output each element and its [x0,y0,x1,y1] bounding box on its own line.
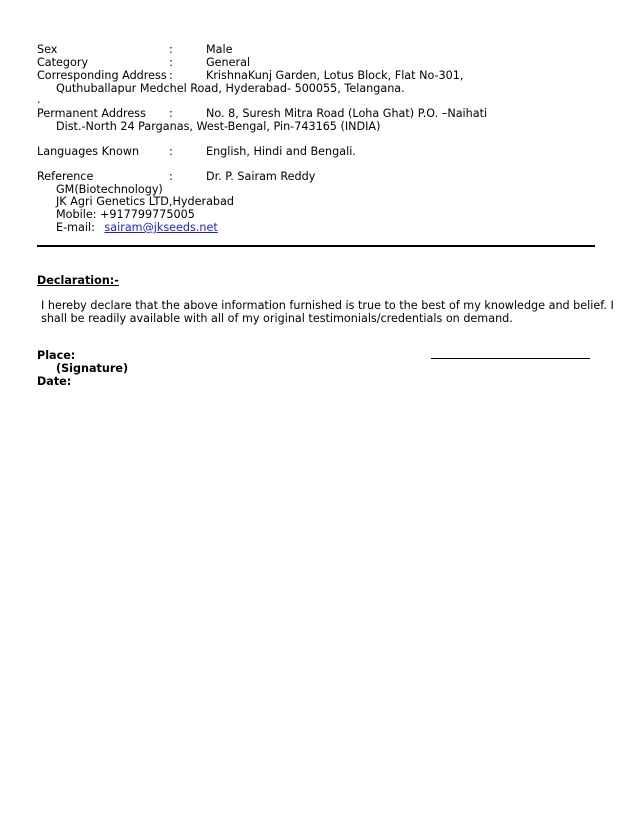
category-value: General [206,56,251,69]
signature-label: (Signature) [56,362,129,375]
sex-separator: : [169,43,173,56]
languages-separator: : [169,145,173,158]
category-label: Category [37,56,89,69]
reference-email-label: E-mail: [56,221,95,234]
reference-email-row [56,221,218,234]
permanent-address-label: Permanent Address [37,107,146,120]
corresponding-address-continuation: Quthuballapur Medchel Road, Hyderabad- 500055, Telangana. [56,82,405,95]
date-label: Date: [37,375,72,388]
sex-value: Male [206,43,233,56]
stray-mark: . [37,93,41,106]
reference-label: Reference [37,170,94,183]
reference-separator: : [169,170,173,183]
reference-name: Dr. P. Sairam Reddy [206,170,316,183]
permanent-address-value: No. 8, Suresh Mitra Road (Loha Ghat) P.O. –Naihati [206,107,488,120]
languages-value: English, Hindi and Bengali. [206,145,356,158]
declaration-text-line-1: I hereby declare that the above information furnished is true to the best of my knowledge and belief. I [41,299,614,312]
languages-label: Languages Known [37,145,140,158]
corresponding-address-separator: : [169,69,173,82]
reference-email-link[interactable]: sairam@jkseeds.net [104,221,218,234]
declaration-heading: Declaration:- [37,274,119,287]
permanent-address-separator: : [169,107,173,120]
sex-label: Sex [37,43,58,56]
reference-designation: GM(Biotechnology) [56,183,163,196]
section-divider [37,245,595,247]
corresponding-address-value: KrishnaKunj Garden, Lotus Block, Flat No-301, [206,69,464,82]
permanent-address-continuation: Dist.-North 24 Parganas, West-Bengal, Pin-743165 (INDIA) [56,120,381,133]
corresponding-address-label: Corresponding Address [37,69,167,82]
reference-company: JK Agri Genetics LTD,Hyderabad [56,195,234,208]
category-separator: : [169,56,173,69]
reference-mobile: Mobile: +917799775005 [56,208,195,221]
declaration-text-line-2: shall be readily available with all of my original testimonials/credentials on demand. [41,312,513,325]
signature-line [431,358,590,359]
place-label: Place: [37,349,76,362]
